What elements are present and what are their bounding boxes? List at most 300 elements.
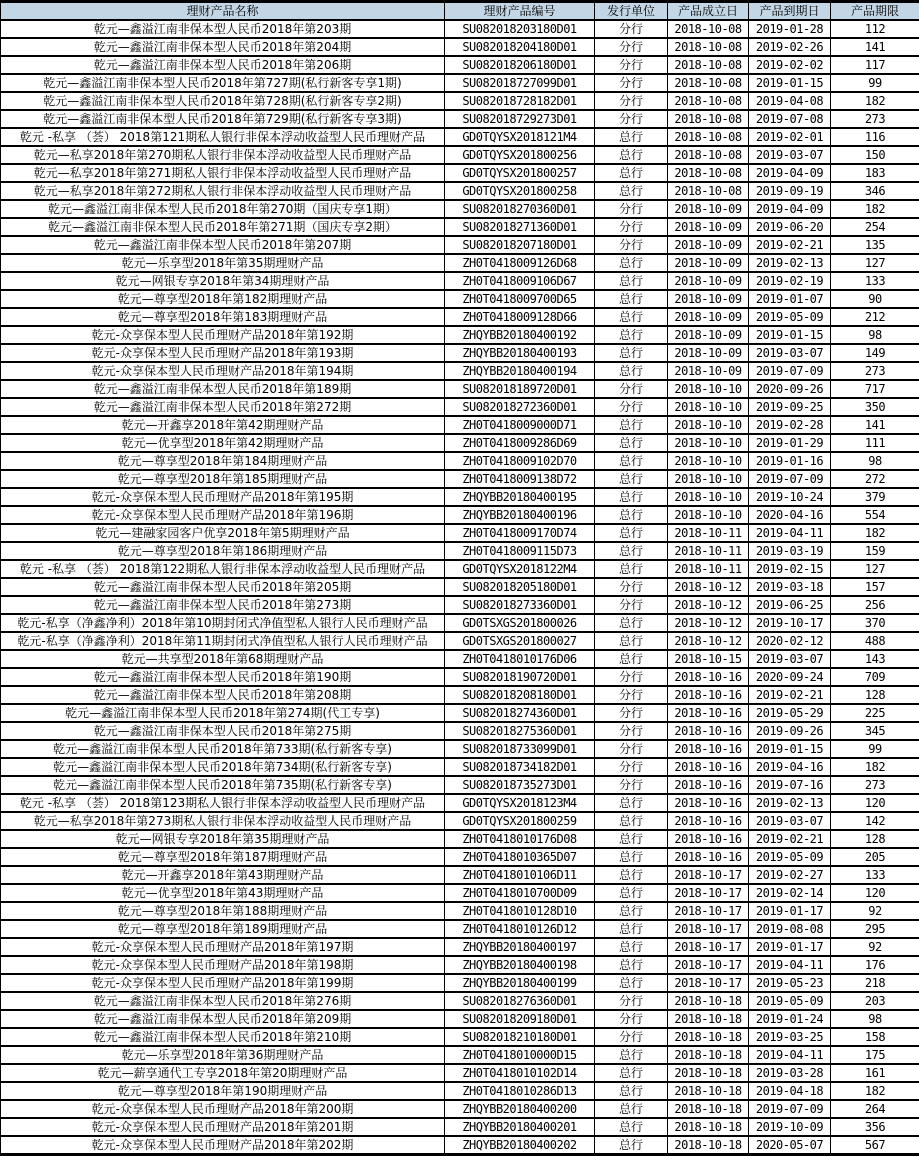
cell-code: ZH0T0418009102D70 — [445, 452, 595, 470]
cell-issuer: 分行 — [595, 596, 668, 614]
cell-term: 159 — [831, 542, 919, 560]
cell-issuer: 分行 — [595, 668, 668, 686]
cell-code: GD0TSXGS201800027 — [445, 632, 595, 650]
cell-end: 2019-02-15 — [749, 560, 831, 578]
cell-code: ZHQYBB20180400194 — [445, 362, 595, 380]
table-row — [1, 524, 919, 542]
cell-issuer: 总行 — [595, 1046, 668, 1064]
cell-start: 2018-10-12 — [668, 632, 749, 650]
cell-end: 2019-03-07 — [749, 344, 831, 362]
cell-issuer: 总行 — [595, 866, 668, 884]
table-row — [1, 974, 919, 992]
cell-end: 2019-02-13 — [749, 254, 831, 272]
table-row — [1, 20, 919, 38]
cell-name: 乾元—优享型2018年第43期理财产品 — [1, 884, 445, 902]
cell-name: 乾元—鑫溢江南非保本型人民币2018年第276期 — [1, 992, 445, 1010]
cell-start: 2018-10-12 — [668, 578, 749, 596]
cell-name: 乾元—尊享型2018年第185期理财产品 — [1, 470, 445, 488]
cell-start: 2018-10-09 — [668, 272, 749, 290]
cell-start: 2018-10-16 — [668, 776, 749, 794]
cell-code: SU082018729273D01 — [445, 110, 595, 128]
cell-term: 116 — [831, 128, 919, 146]
cell-end: 2019-04-18 — [749, 1082, 831, 1100]
cell-code: ZH0T0418010106D11 — [445, 866, 595, 884]
cell-name: 乾元—鑫溢江南非保本型人民币2018年第729期(私行新客专享3期) — [1, 110, 445, 128]
table-row — [1, 416, 919, 434]
cell-issuer: 分行 — [595, 110, 668, 128]
cell-start: 2018-10-08 — [668, 20, 749, 38]
cell-code: ZHQYBB20180400196 — [445, 506, 595, 524]
cell-issuer: 分行 — [595, 1010, 668, 1028]
cell-issuer: 总行 — [595, 956, 668, 974]
cell-end: 2020-09-24 — [749, 668, 831, 686]
cell-term: 567 — [831, 1136, 919, 1155]
cell-term: 225 — [831, 704, 919, 722]
column-header-end: 产品到期日 — [749, 2, 831, 21]
cell-issuer: 总行 — [595, 920, 668, 938]
cell-code: ZH0T0418010102D14 — [445, 1064, 595, 1082]
cell-end: 2019-03-25 — [749, 1028, 831, 1046]
cell-end: 2019-03-28 — [749, 1064, 831, 1082]
cell-term: 709 — [831, 668, 919, 686]
cell-name: 乾元—鑫溢江南非保本型人民币2018年第209期 — [1, 1010, 445, 1028]
cell-start: 2018-10-16 — [668, 668, 749, 686]
cell-name: 乾元—私享2018年第271期私人银行非保本浮动收益型人民币理财产品 — [1, 164, 445, 182]
cell-term: 295 — [831, 920, 919, 938]
cell-term: 143 — [831, 650, 919, 668]
cell-end: 2019-02-27 — [749, 866, 831, 884]
cell-name: 乾元—鑫溢江南非保本型人民币2018年第272期 — [1, 398, 445, 416]
cell-term: 99 — [831, 74, 919, 92]
cell-term: 175 — [831, 1046, 919, 1064]
cell-name: 乾元—鑫溢江南非保本型人民币2018年第271期（国庆专享2期） — [1, 218, 445, 236]
column-header-issuer: 发行单位 — [595, 2, 668, 21]
cell-start: 2018-10-10 — [668, 380, 749, 398]
cell-issuer: 分行 — [595, 722, 668, 740]
cell-end: 2019-03-07 — [749, 146, 831, 164]
cell-start: 2018-10-10 — [668, 452, 749, 470]
cell-start: 2018-10-09 — [668, 362, 749, 380]
cell-end: 2020-05-07 — [749, 1136, 831, 1155]
table-row — [1, 866, 919, 884]
cell-code: ZH0T0418009115D73 — [445, 542, 595, 560]
cell-start: 2018-10-16 — [668, 758, 749, 776]
cell-code: SU082018190720D01 — [445, 668, 595, 686]
cell-issuer: 总行 — [595, 1100, 668, 1118]
table-row — [1, 362, 919, 380]
cell-name: 乾元—鑫溢江南非保本型人民币2018年第727期(私行新客专享1期) — [1, 74, 445, 92]
cell-code: SU082018272360D01 — [445, 398, 595, 416]
cell-end: 2019-02-14 — [749, 884, 831, 902]
cell-start: 2018-10-18 — [668, 1118, 749, 1136]
cell-end: 2019-07-08 — [749, 110, 831, 128]
cell-term: 120 — [831, 794, 919, 812]
cell-name: 乾元—尊享型2018年第189期理财产品 — [1, 920, 445, 938]
cell-term: 157 — [831, 578, 919, 596]
cell-name: 乾元-众享保本型人民币理财产品2018年第194期 — [1, 362, 445, 380]
table-row — [1, 956, 919, 974]
cell-term: 256 — [831, 596, 919, 614]
cell-term: 273 — [831, 110, 919, 128]
cell-name: 乾元—鑫溢江南非保本型人民币2018年第205期 — [1, 578, 445, 596]
cell-name: 乾元—尊享型2018年第182期理财产品 — [1, 290, 445, 308]
cell-issuer: 分行 — [595, 236, 668, 254]
table-row — [1, 380, 919, 398]
table-row — [1, 848, 919, 866]
cell-term: 128 — [831, 686, 919, 704]
cell-name: 乾元—鑫溢江南非保本型人民币2018年第210期 — [1, 1028, 445, 1046]
cell-end: 2019-01-17 — [749, 938, 831, 956]
table-body — [1, 20, 919, 1155]
cell-code: ZHQYBB20180400202 — [445, 1136, 595, 1155]
cell-end: 2019-01-07 — [749, 290, 831, 308]
cell-start: 2018-10-09 — [668, 308, 749, 326]
cell-term: 273 — [831, 362, 919, 380]
cell-issuer: 分行 — [595, 38, 668, 56]
cell-start: 2018-10-09 — [668, 218, 749, 236]
cell-issuer: 总行 — [595, 362, 668, 380]
table-row — [1, 1118, 919, 1136]
cell-issuer: 总行 — [595, 938, 668, 956]
cell-issuer: 分行 — [595, 398, 668, 416]
cell-start: 2018-10-16 — [668, 704, 749, 722]
cell-issuer: 总行 — [595, 164, 668, 182]
cell-start: 2018-10-18 — [668, 1136, 749, 1155]
cell-end: 2019-01-15 — [749, 740, 831, 758]
cell-code: ZHQYBB20180400193 — [445, 344, 595, 362]
cell-end: 2019-01-15 — [749, 326, 831, 344]
cell-issuer: 总行 — [595, 1082, 668, 1100]
cell-name: 乾元—鑫溢江南非保本型人民币2018年第735期(私行新客专享) — [1, 776, 445, 794]
cell-term: 149 — [831, 344, 919, 362]
cell-term: 254 — [831, 218, 919, 236]
cell-code: ZHQYBB20180400195 — [445, 488, 595, 506]
cell-term: 488 — [831, 632, 919, 650]
table-row — [1, 308, 919, 326]
cell-end: 2019-04-16 — [749, 758, 831, 776]
table-row — [1, 560, 919, 578]
cell-term: 112 — [831, 20, 919, 38]
cell-code: GD0TQYSX201800258 — [445, 182, 595, 200]
cell-code: ZHQYBB20180400197 — [445, 938, 595, 956]
cell-end: 2019-01-15 — [749, 74, 831, 92]
cell-end: 2019-02-21 — [749, 236, 831, 254]
cell-term: 203 — [831, 992, 919, 1010]
cell-issuer: 分行 — [595, 380, 668, 398]
cell-term: 370 — [831, 614, 919, 632]
table-row — [1, 722, 919, 740]
cell-end: 2019-07-09 — [749, 470, 831, 488]
cell-start: 2018-10-16 — [668, 686, 749, 704]
cell-code: SU082018270360D01 — [445, 200, 595, 218]
cell-end: 2019-01-17 — [749, 902, 831, 920]
table-row — [1, 686, 919, 704]
table-row — [1, 110, 919, 128]
cell-end: 2019-01-29 — [749, 434, 831, 452]
cell-name: 乾元—鑫溢江南非保本型人民币2018年第189期 — [1, 380, 445, 398]
cell-name: 乾元—尊享型2018年第183期理财产品 — [1, 308, 445, 326]
cell-start: 2018-10-08 — [668, 164, 749, 182]
cell-issuer: 总行 — [595, 1136, 668, 1155]
cell-code: ZH0T0418009138D72 — [445, 470, 595, 488]
cell-term: 92 — [831, 938, 919, 956]
cell-code: ZHQYBB20180400198 — [445, 956, 595, 974]
cell-name: 乾元 -私享 （荟） 2018第121期私人银行非保本浮动收益型人民币理财产品 — [1, 128, 445, 146]
cell-issuer: 总行 — [595, 146, 668, 164]
cell-code: GD0TQYSX2018122M4 — [445, 560, 595, 578]
cell-end: 2019-03-19 — [749, 542, 831, 560]
table-row — [1, 290, 919, 308]
cell-end: 2019-06-25 — [749, 596, 831, 614]
table-row — [1, 236, 919, 254]
table-row — [1, 56, 919, 74]
cell-code: SU082018203180D01 — [445, 20, 595, 38]
cell-term: 717 — [831, 380, 919, 398]
cell-code: ZH0T0418009170D74 — [445, 524, 595, 542]
cell-end: 2019-02-13 — [749, 794, 831, 812]
cell-name: 乾元—鑫溢江南非保本型人民币2018年第190期 — [1, 668, 445, 686]
cell-issuer: 总行 — [595, 632, 668, 650]
header-row — [1, 2, 919, 21]
table-row — [1, 92, 919, 110]
cell-start: 2018-10-16 — [668, 740, 749, 758]
cell-end: 2019-02-26 — [749, 38, 831, 56]
cell-name: 乾元—鑫溢江南非保本型人民币2018年第204期 — [1, 38, 445, 56]
cell-start: 2018-10-18 — [668, 1082, 749, 1100]
cell-name: 乾元—薪享通代工专享2018年第20期理财产品 — [1, 1064, 445, 1082]
cell-code: SU082018273360D01 — [445, 596, 595, 614]
column-header-start: 产品成立日 — [668, 2, 749, 21]
cell-issuer: 总行 — [595, 1064, 668, 1082]
cell-start: 2018-10-12 — [668, 614, 749, 632]
cell-term: 182 — [831, 92, 919, 110]
cell-name: 乾元—鑫溢江南非保本型人民币2018年第208期 — [1, 686, 445, 704]
cell-issuer: 总行 — [595, 1118, 668, 1136]
cell-name: 乾元-众享保本型人民币理财产品2018年第199期 — [1, 974, 445, 992]
cell-name: 乾元—私享2018年第273期私人银行非保本浮动收益型人民币理财产品 — [1, 812, 445, 830]
cell-end: 2019-05-09 — [749, 992, 831, 1010]
cell-code: GD0TQYSX2018123M4 — [445, 794, 595, 812]
cell-end: 2019-05-09 — [749, 848, 831, 866]
cell-code: ZHQYBB20180400199 — [445, 974, 595, 992]
cell-start: 2018-10-16 — [668, 722, 749, 740]
cell-issuer: 总行 — [595, 902, 668, 920]
cell-start: 2018-10-17 — [668, 866, 749, 884]
cell-code: SU082018274360D01 — [445, 704, 595, 722]
cell-start: 2018-10-08 — [668, 74, 749, 92]
cell-issuer: 总行 — [595, 254, 668, 272]
cell-end: 2019-05-09 — [749, 308, 831, 326]
cell-start: 2018-10-10 — [668, 434, 749, 452]
table-row — [1, 200, 919, 218]
cell-name: 乾元—尊享型2018年第187期理财产品 — [1, 848, 445, 866]
cell-code: GD0TQYSX201800256 — [445, 146, 595, 164]
cell-issuer: 总行 — [595, 128, 668, 146]
cell-end: 2019-07-09 — [749, 1100, 831, 1118]
table-row — [1, 1010, 919, 1028]
table-row — [1, 218, 919, 236]
cell-code: SU082018205180D01 — [445, 578, 595, 596]
cell-start: 2018-10-08 — [668, 92, 749, 110]
table-row — [1, 488, 919, 506]
cell-name: 乾元-众享保本型人民币理财产品2018年第202期 — [1, 1136, 445, 1155]
cell-code: ZH0T0418009106D67 — [445, 272, 595, 290]
table-row — [1, 146, 919, 164]
cell-name: 乾元—共享型2018年第68期理财产品 — [1, 650, 445, 668]
cell-issuer: 总行 — [595, 560, 668, 578]
cell-term: 554 — [831, 506, 919, 524]
cell-issuer: 总行 — [595, 794, 668, 812]
cell-name: 乾元—尊享型2018年第186期理财产品 — [1, 542, 445, 560]
cell-issuer: 总行 — [595, 614, 668, 632]
cell-end: 2019-07-16 — [749, 776, 831, 794]
cell-term: 98 — [831, 1010, 919, 1028]
cell-name: 乾元—鑫溢江南非保本型人民币2018年第270期（国庆专享1期） — [1, 200, 445, 218]
cell-issuer: 分行 — [595, 578, 668, 596]
cell-issuer: 总行 — [595, 326, 668, 344]
column-header-name: 理财产品名称 — [1, 2, 445, 21]
cell-code: SU082018727099D01 — [445, 74, 595, 92]
table-row — [1, 272, 919, 290]
cell-code: ZH0T0418010700D09 — [445, 884, 595, 902]
cell-start: 2018-10-18 — [668, 1046, 749, 1064]
cell-code: SU082018271360D01 — [445, 218, 595, 236]
cell-end: 2019-04-11 — [749, 956, 831, 974]
table-row — [1, 596, 919, 614]
cell-term: 182 — [831, 758, 919, 776]
cell-end: 2019-02-28 — [749, 416, 831, 434]
table-row — [1, 128, 919, 146]
cell-code: ZHQYBB20180400201 — [445, 1118, 595, 1136]
table-row — [1, 398, 919, 416]
cell-issuer: 总行 — [595, 650, 668, 668]
cell-start: 2018-10-10 — [668, 488, 749, 506]
table-row — [1, 470, 919, 488]
cell-term: 128 — [831, 830, 919, 848]
cell-issuer: 总行 — [595, 848, 668, 866]
cell-end: 2019-05-23 — [749, 974, 831, 992]
cell-end: 2019-02-21 — [749, 830, 831, 848]
cell-end: 2019-03-18 — [749, 578, 831, 596]
cell-start: 2018-10-08 — [668, 56, 749, 74]
cell-name: 乾元-众享保本型人民币理财产品2018年第192期 — [1, 326, 445, 344]
cell-end: 2019-02-01 — [749, 128, 831, 146]
cell-end: 2019-01-24 — [749, 1010, 831, 1028]
table-row — [1, 758, 919, 776]
cell-code: GD0TQYSX201800257 — [445, 164, 595, 182]
table-row — [1, 506, 919, 524]
cell-name: 乾元—鑫溢江南非保本型人民币2018年第273期 — [1, 596, 445, 614]
cell-name: 乾元—优享型2018年第42期理财产品 — [1, 434, 445, 452]
cell-term: 345 — [831, 722, 919, 740]
cell-start: 2018-10-10 — [668, 416, 749, 434]
cell-code: SU082018276360D01 — [445, 992, 595, 1010]
cell-issuer: 总行 — [595, 884, 668, 902]
cell-term: 158 — [831, 1028, 919, 1046]
cell-term: 176 — [831, 956, 919, 974]
table-row — [1, 650, 919, 668]
cell-issuer: 总行 — [595, 452, 668, 470]
cell-code: SU082018207180D01 — [445, 236, 595, 254]
cell-issuer: 总行 — [595, 506, 668, 524]
table-row — [1, 254, 919, 272]
cell-issuer: 分行 — [595, 56, 668, 74]
cell-code: SU082018733099D01 — [445, 740, 595, 758]
cell-start: 2018-10-17 — [668, 938, 749, 956]
cell-name: 乾元-众享保本型人民币理财产品2018年第198期 — [1, 956, 445, 974]
cell-name: 乾元—开鑫享2018年第43期理财产品 — [1, 866, 445, 884]
cell-end: 2019-04-09 — [749, 200, 831, 218]
cell-end: 2019-09-25 — [749, 398, 831, 416]
cell-term: 264 — [831, 1100, 919, 1118]
cell-name: 乾元-私享（净鑫净利）2018年第10期封闭式净值型私人银行人民币理财产品 — [1, 614, 445, 632]
cell-name: 乾元-众享保本型人民币理财产品2018年第193期 — [1, 344, 445, 362]
cell-name: 乾元—鑫溢江南非保本型人民币2018年第206期 — [1, 56, 445, 74]
cell-term: 142 — [831, 812, 919, 830]
cell-start: 2018-10-10 — [668, 398, 749, 416]
cell-start: 2018-10-17 — [668, 974, 749, 992]
cell-name: 乾元—乐享型2018年第35期理财产品 — [1, 254, 445, 272]
cell-code: ZH0T0418009128D66 — [445, 308, 595, 326]
cell-start: 2018-10-17 — [668, 884, 749, 902]
table-row — [1, 740, 919, 758]
cell-start: 2018-10-08 — [668, 110, 749, 128]
cell-term: 99 — [831, 740, 919, 758]
cell-term: 218 — [831, 974, 919, 992]
cell-term: 272 — [831, 470, 919, 488]
table-row — [1, 992, 919, 1010]
cell-name: 乾元—建融家园客户优享2018年第5期理财产品 — [1, 524, 445, 542]
cell-name: 乾元—鑫溢江南非保本型人民币2018年第275期 — [1, 722, 445, 740]
cell-end: 2019-01-28 — [749, 20, 831, 38]
cell-start: 2018-10-11 — [668, 542, 749, 560]
cell-start: 2018-10-16 — [668, 830, 749, 848]
cell-start: 2018-10-09 — [668, 254, 749, 272]
cell-start: 2018-10-10 — [668, 506, 749, 524]
cell-end: 2019-04-11 — [749, 524, 831, 542]
table-row — [1, 830, 919, 848]
cell-term: 346 — [831, 182, 919, 200]
cell-start: 2018-10-09 — [668, 344, 749, 362]
cell-code: SU082018208180D01 — [445, 686, 595, 704]
table-row — [1, 344, 919, 362]
table-row — [1, 1100, 919, 1118]
cell-end: 2019-09-26 — [749, 722, 831, 740]
cell-name: 乾元—网银专享2018年第35期理财产品 — [1, 830, 445, 848]
cell-term: 111 — [831, 434, 919, 452]
table-row — [1, 74, 919, 92]
table-row — [1, 578, 919, 596]
cell-issuer: 分行 — [595, 20, 668, 38]
cell-term: 133 — [831, 272, 919, 290]
cell-issuer: 总行 — [595, 416, 668, 434]
cell-end: 2019-07-09 — [749, 362, 831, 380]
cell-start: 2018-10-08 — [668, 182, 749, 200]
cell-code: ZH0T0418009286D69 — [445, 434, 595, 452]
table-row — [1, 812, 919, 830]
cell-code: SU082018209180D01 — [445, 1010, 595, 1028]
cell-issuer: 总行 — [595, 830, 668, 848]
table-row — [1, 884, 919, 902]
cell-term: 133 — [831, 866, 919, 884]
cell-name: 乾元—网银专享2018年第34期理财产品 — [1, 272, 445, 290]
cell-issuer: 分行 — [595, 218, 668, 236]
cell-code: SU082018275360D01 — [445, 722, 595, 740]
cell-start: 2018-10-16 — [668, 848, 749, 866]
table-row — [1, 38, 919, 56]
cell-start: 2018-10-08 — [668, 146, 749, 164]
table-row — [1, 452, 919, 470]
